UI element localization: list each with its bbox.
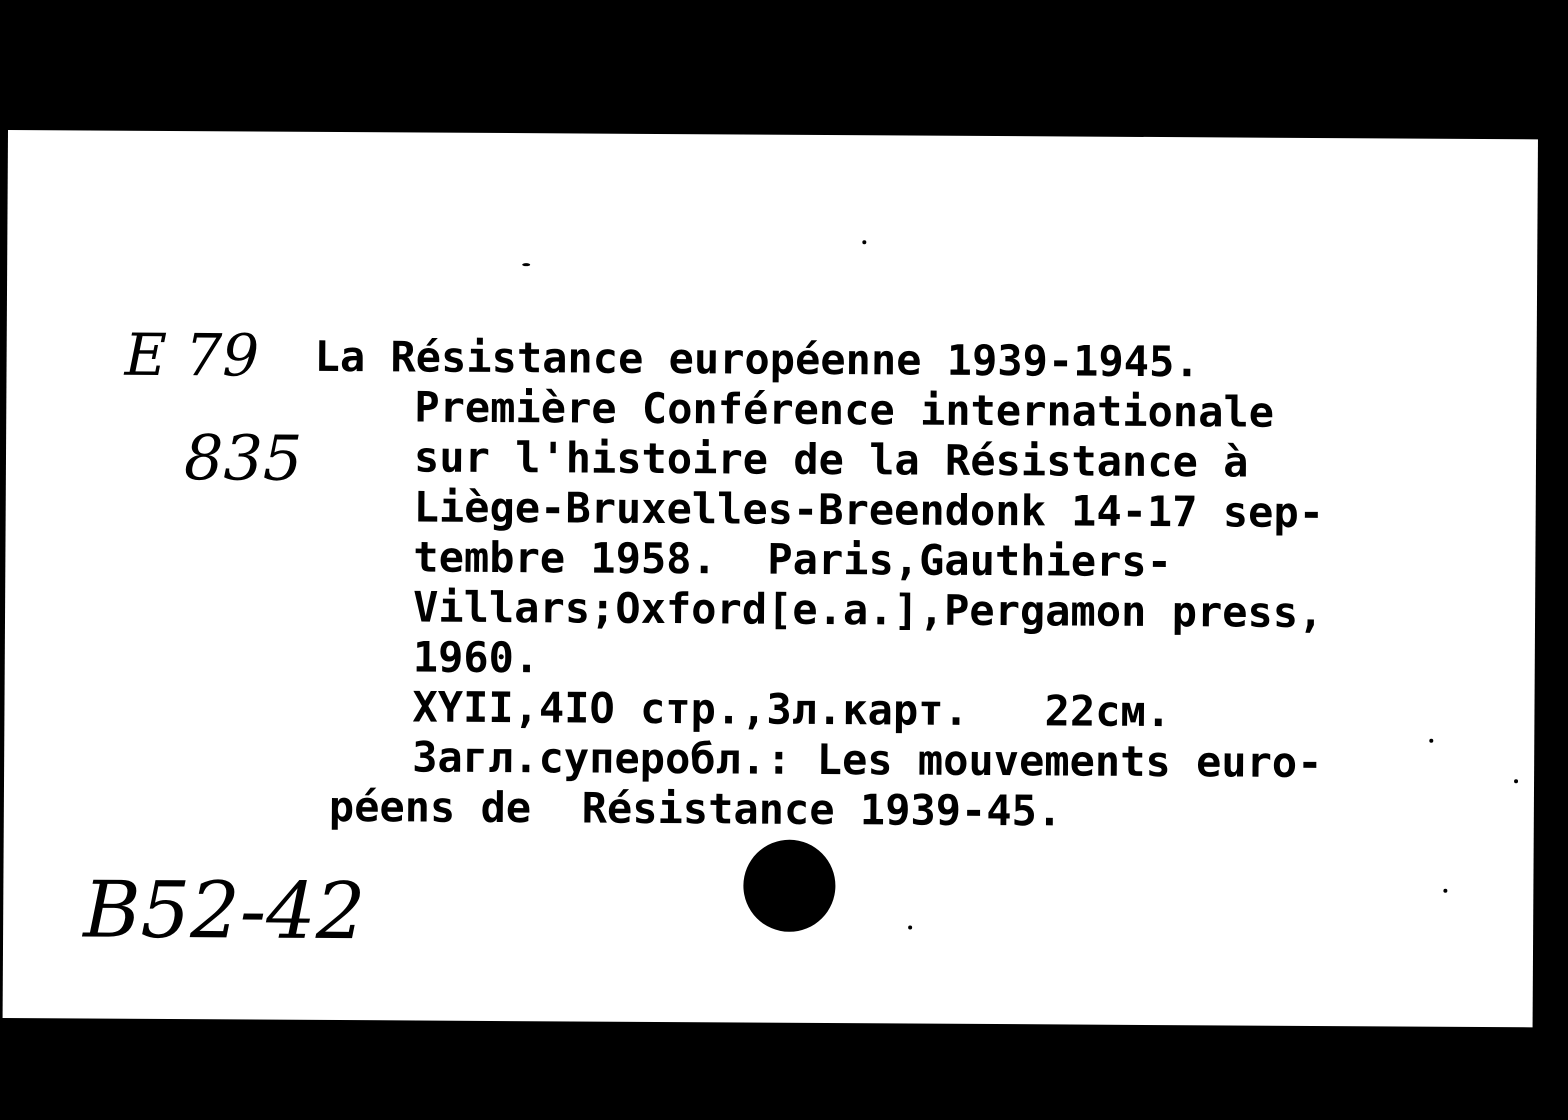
dust-speck [1429,739,1433,743]
entry-line-3: sur l'histoire de la Résistance à [413,432,1249,487]
catalog-card [3,130,1538,1027]
entry-line-4: Liège-Bruxelles-Breendonk 14-17 sep- [413,482,1325,538]
entry-line-10: péens de Résistance 1939-45. [328,781,1063,836]
entry-line-5: tembre 1958. Paris,Gauthiers- [413,532,1173,587]
entry-line-2: Première Conférence internationale [414,382,1275,437]
dust-speck [862,240,866,244]
dust-speck [908,926,912,930]
dust-speck [1443,889,1447,893]
entry-line-9: Загл.суперобл.: Les mouvements euro- [412,732,1323,788]
entry-line-6: Villars;Oxford[e.a.],Pergamon press, [412,582,1324,638]
shelf-mark-bottom: 835 [183,421,303,495]
punch-hole [743,840,836,933]
dust-speck [1514,779,1518,783]
shelf-mark-top: E 79 [124,320,260,390]
entry-line-8: XYII,4IO стр.,3л.карт. 22см. [412,682,1172,737]
entry-line-7: 1960. [412,632,540,683]
dust-speck [522,263,530,266]
inventory-number: B52-42 [82,865,366,958]
entry-line-1: La Résistance européenne 1939-1945. [314,331,1200,387]
